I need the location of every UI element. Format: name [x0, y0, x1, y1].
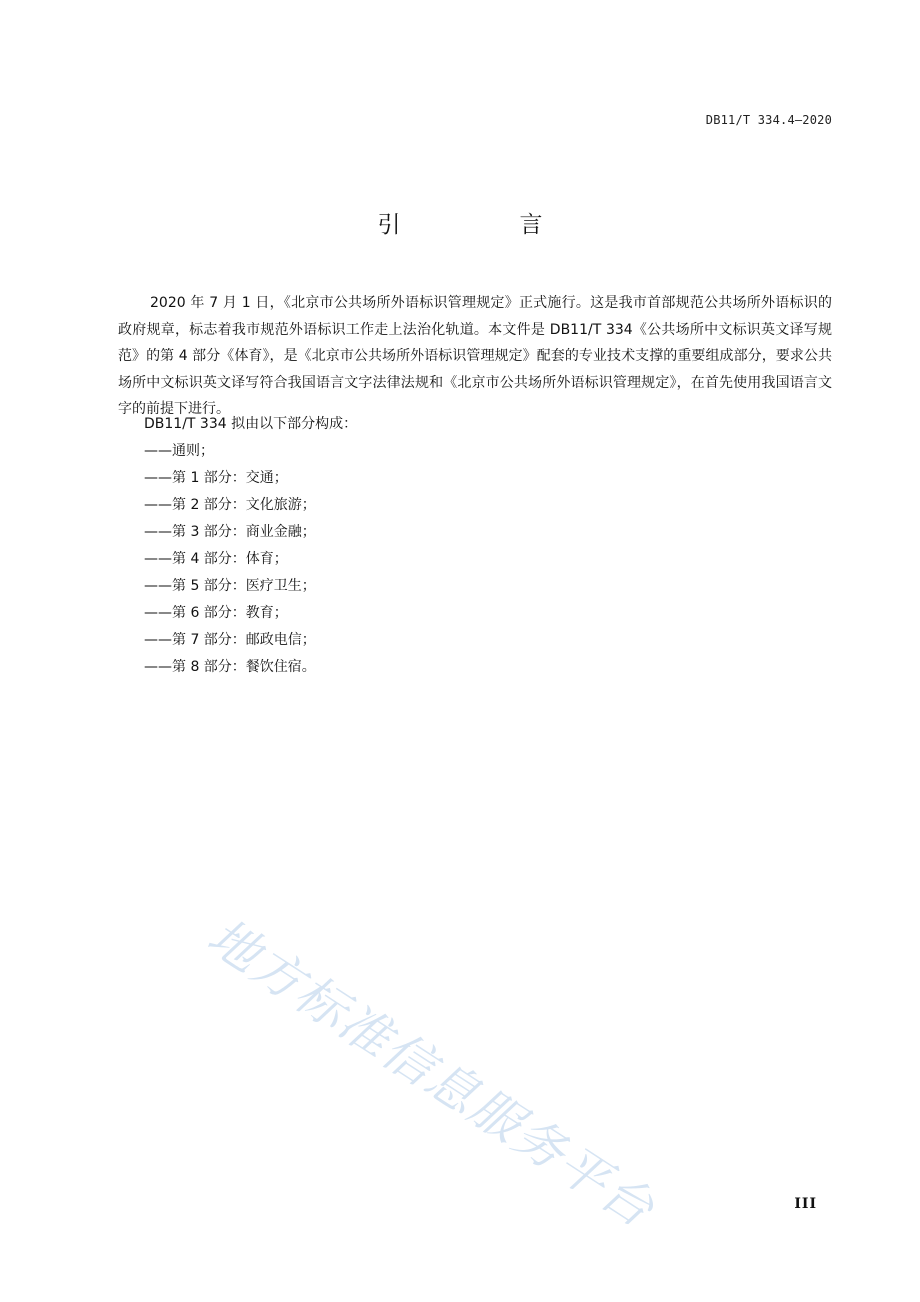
parts-list	[144, 411, 357, 681]
document-code: DB11/T 334.4—2020	[705, 113, 832, 127]
list-item: ——第 4 部分：体育；	[144, 551, 288, 567]
list-item: ——第 2 部分：文化旅游；	[144, 497, 316, 513]
list-item: ——第 6 部分：教育；	[144, 605, 288, 621]
parts-lead: DB11/T 334 拟由以下部分构成：	[144, 416, 358, 432]
intro-paragraph: 2020 年 7 月 1 日，《北京市公共场所外语标识管理规定》正式施行。这是我市首部规范公共场所外语标识的政府规章，标志着我市规范外语标识工作走上法治化轨道。本文件是 DB11/T 334《公共场所中文标识英文译写规范》的第 4 部分《体育》，是《北京市公共场所外语标识管理规定》配套的专业技术支撑的重要组成部分，要求公共场所中文标识英文译写符合我国语言文字法律法规和《北京市公共场所外语标识管理规定》，在首先使用我国语言文字的前提下进行。	[118, 295, 832, 418]
list-item: ——通则；	[144, 443, 214, 459]
list-item: ——第 7 部分：邮政电信；	[144, 632, 316, 648]
watermark: 地方标准信息服务平台	[197, 907, 666, 1240]
list-item: ——第 5 部分：医疗卫生；	[144, 578, 316, 594]
page-number: III	[794, 1196, 817, 1212]
list-item: ——第 1 部分：交通；	[144, 470, 288, 486]
list-item: ——第 8 部分：餐饮住宿。	[144, 659, 316, 675]
section-title: 引 言	[377, 212, 591, 238]
list-item: ——第 3 部分：商业金融；	[144, 524, 316, 540]
